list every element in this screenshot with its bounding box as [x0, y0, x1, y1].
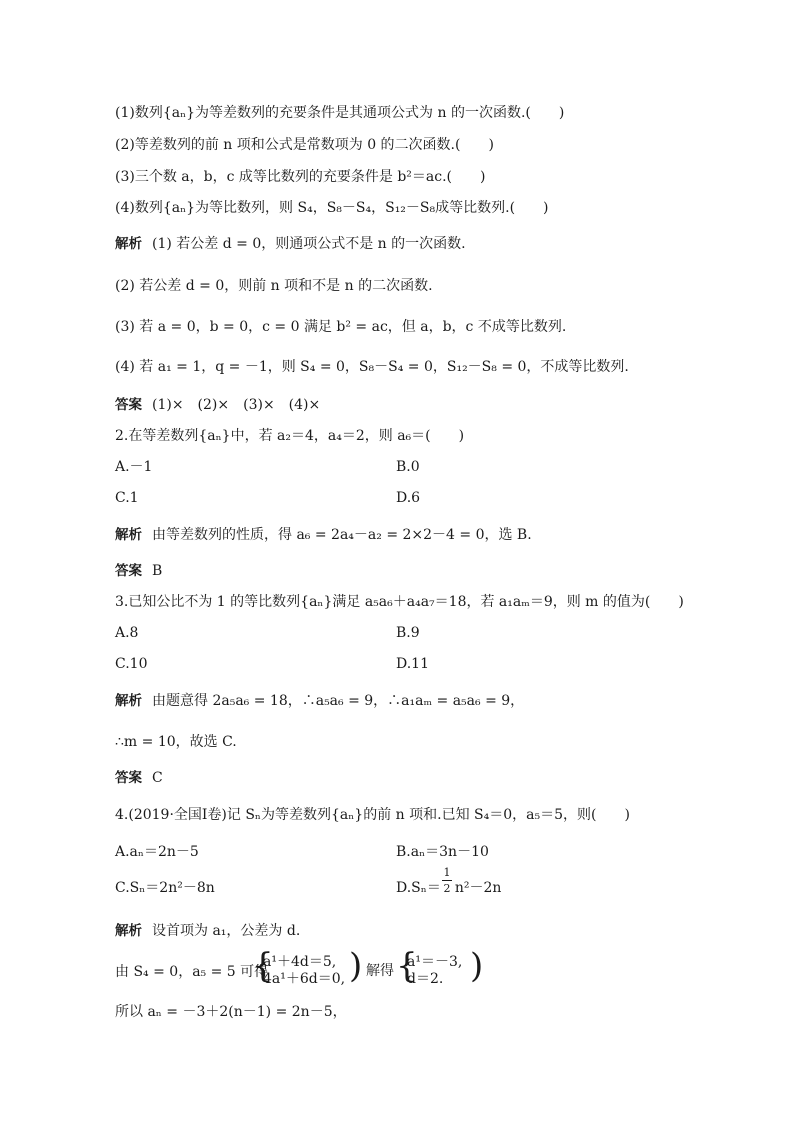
q4-analysis-line-3: 所以 aₙ = －3＋2(n－1) = 2n－5，: [115, 1004, 347, 1020]
analysis-label: 解析: [115, 923, 142, 939]
q2-stem: 2.在等差数列{aₙ}中，若 a₂＝4，a₄＝2，则 a₆＝( ): [115, 428, 465, 444]
q1-analysis-line-1: [115, 235, 466, 253]
q3-option-b: B.9: [396, 625, 420, 641]
q1-item-4: (4)数列{aₙ}为等比数列，则 S₄，S₈－S₄，S₁₂－S₈成等比数列.( ): [115, 200, 549, 216]
fraction-bar: [442, 880, 452, 881]
analysis-label: 解析: [115, 527, 142, 543]
system-paren-right: ): [349, 946, 363, 986]
q3-option-a: A.8: [115, 625, 139, 641]
answer-text: (1)× (2)× (3)× (4)×: [152, 397, 321, 413]
q3-analysis-line-1: [115, 692, 524, 710]
solution-eq-2: d＝2.: [407, 971, 444, 987]
fraction-denominator: 2: [443, 882, 451, 895]
q2-analysis: [115, 526, 532, 544]
answer-label: 答案: [115, 563, 142, 579]
analysis-text: 设首项为 a₁，公差为 d.: [152, 923, 301, 939]
system-brace-left: {: [252, 946, 274, 986]
q3-option-c: C.10: [115, 656, 148, 672]
analysis-text: (1) 若公差 d = 0，则通项公式不是 n 的一次函数.: [152, 236, 466, 252]
solution-paren-right: ): [470, 946, 484, 986]
analysis-label: 解析: [115, 693, 142, 709]
solution-brace-left: {: [396, 946, 418, 986]
q4-analysis-line-2: 由 S₄ = 0，a₅ = 5 可得: [115, 964, 269, 980]
q4-stem: 4.(2019·全国Ⅰ卷)记 Sₙ为等差数列{aₙ}的前 n 项和.已知 S₄＝0，a₅＝5，则( ): [115, 807, 630, 823]
q4-option-a: A.aₙ＝2n－5: [115, 844, 199, 860]
analysis-text: 由等差数列的性质，得 a₆ = 2a₄－a₂ = 2×2－4 = 0，选 B.: [152, 527, 532, 543]
q2-option-a: A.－1: [115, 459, 153, 475]
option-d-prefix: D.Sₙ＝: [396, 880, 441, 896]
answer-label: 答案: [115, 397, 142, 413]
solve-label: 解得: [366, 963, 394, 979]
answer-text: C: [152, 770, 163, 786]
q3-option-d: D.11: [396, 656, 429, 672]
system-eq-1: a¹＋4d＝5,: [263, 954, 337, 970]
q2-answer: [115, 562, 162, 580]
q2-option-b: B.0: [396, 459, 420, 475]
q1-analysis-line-4: (4) 若 a₁ = 1，q = －1，则 S₄ = 0，S₈－S₄ = 0，S₁₂－S₈ = 0，不成等比数列.: [115, 359, 629, 375]
q1-item-1: (1)数列{aₙ}为等差数列的充要条件是其通项公式为 n 的一次函数.( ): [115, 105, 565, 121]
system-eq-2: 4a¹＋6d＝0,: [263, 971, 346, 987]
q3-analysis-line-2: ∴m = 10，故选 C.: [115, 734, 237, 750]
answer-label: 答案: [115, 770, 142, 786]
q2-option-d: D.6: [396, 490, 421, 506]
q3-stem: 3.已知公比不为 1 的等比数列{aₙ}满足 a₅a₆＋a₄a₇＝18，若 a₁aₘ＝9，则 m 的值为( ): [115, 594, 684, 610]
q1-analysis-line-3: (3) 若 a = 0，b = 0，c = 0 满足 b² = ac，但 a，b，c 不成等比数列.: [115, 319, 567, 335]
solution-eq-1: a¹＝－3,: [407, 954, 463, 970]
q4-option-c: C.Sₙ＝2n²－8n: [115, 880, 215, 896]
q2-option-c: C.1: [115, 490, 139, 506]
analysis-text: 由题意得 2a₅a₆ = 18，∴a₅a₆ = 9，∴a₁aₘ = a₅a₆ = 9，: [152, 693, 525, 709]
q1-analysis-line-2: (2) 若公差 d = 0，则前 n 项和不是 n 的二次函数.: [115, 278, 433, 294]
fraction-numerator: 1: [443, 866, 451, 879]
q4-option-b: B.aₙ＝3n－10: [396, 844, 489, 860]
option-d-suffix: n²－2n: [454, 880, 502, 896]
q3-answer: [115, 769, 163, 787]
q1-answer: [115, 396, 320, 414]
q1-item-2: (2)等差数列的前 n 项和公式是常数项为 0 的二次函数.( ): [115, 137, 494, 153]
q4-analysis-line-1: [115, 922, 300, 940]
q1-item-3: (3)三个数 a，b，c 成等比数列的充要条件是 b²＝ac.( ): [115, 169, 486, 185]
answer-text: B: [152, 563, 163, 579]
analysis-label: 解析: [115, 236, 142, 252]
